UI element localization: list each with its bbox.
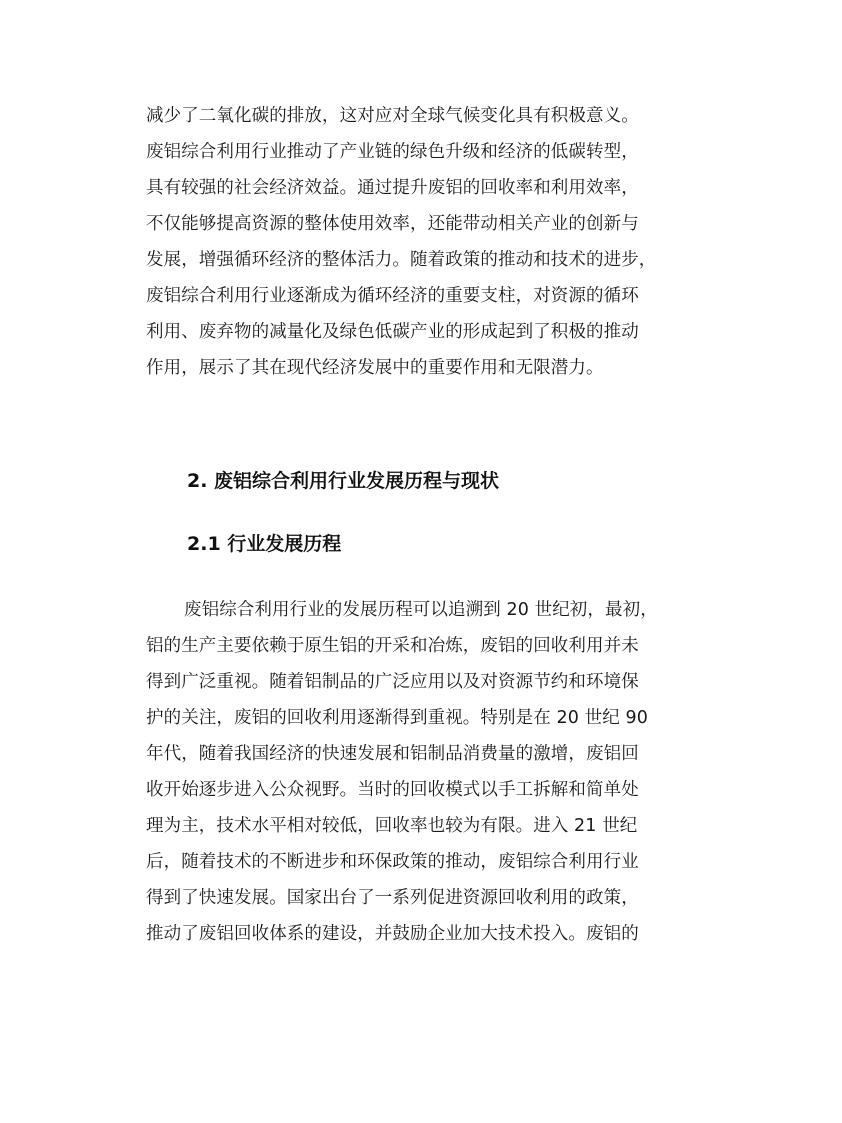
paragraph-line: 推动了废铝回收体系的建设，并鼓励企业加大技术投入。废铝的: [146, 924, 639, 944]
paragraph-line: 年代，随着我国经济的快速发展和铝制品消费量的激增，废铝回: [146, 744, 639, 764]
paragraph-line: 得到了快速发展。国家出台了一系列促进资源回收利用的政策，: [146, 888, 639, 908]
paragraph-line: 具有较强的社会经济效益。通过提升废铝的回收率和利用效率，: [146, 178, 639, 198]
paragraph-line: 收开始逐步进入公众视野。当时的回收模式以手工拆解和简单处: [146, 780, 639, 800]
paragraph-line: 后，随着技术的不断进步和环保政策的推动，废铝综合利用行业: [146, 852, 639, 872]
paragraph-development-history: [146, 592, 706, 952]
paragraph-line: 废铝综合利用行业的发展历程可以追溯到 20 世纪初，最初，: [184, 600, 658, 620]
paragraph-line: 得到广泛重视。随着铝制品的广泛应用以及对资源节约和环境保: [146, 672, 639, 692]
paragraph-line: 废铝综合利用行业逐渐成为循环经济的重要支柱，对资源的循环: [146, 286, 639, 306]
paragraph-line: 利用、废弃物的减量化及绿色低碳产业的形成起到了积极的推动: [146, 322, 639, 342]
section-heading-2: 2. 废铝综合利用行业发展历程与现状: [187, 470, 500, 492]
paragraph-line: 理为主，技术水平相对较低，回收率也较为有限。进入 21 世纪: [146, 816, 638, 836]
paragraph-line: 不仅能够提高资源的整体使用效率，还能带动相关产业的创新与: [146, 214, 639, 234]
paragraph-line: 作用，展示了其在现代经济发展中的重要作用和无限潜力。: [146, 358, 604, 378]
paragraph-circular-economy-benefits: [146, 98, 706, 386]
subsection-heading-2-1: 2.1 行业发展历程: [187, 533, 342, 555]
paragraph-line: 发展，增强循环经济的整体活力。随着政策的推动和技术的进步，: [146, 250, 657, 270]
paragraph-line: 铝的生产主要依赖于原生铝的开采和冶炼，废铝的回收利用并未: [146, 636, 639, 656]
paragraph-line: 护的关注，废铝的回收利用逐渐得到重视。特别是在 20 世纪 90: [146, 708, 648, 728]
paragraph-line: 减少了二氧化碳的排放，这对应对全球气候变化具有积极意义。: [146, 106, 639, 126]
paragraph-line: 废铝综合利用行业推动了产业链的绿色升级和经济的低碳转型，: [146, 142, 639, 162]
